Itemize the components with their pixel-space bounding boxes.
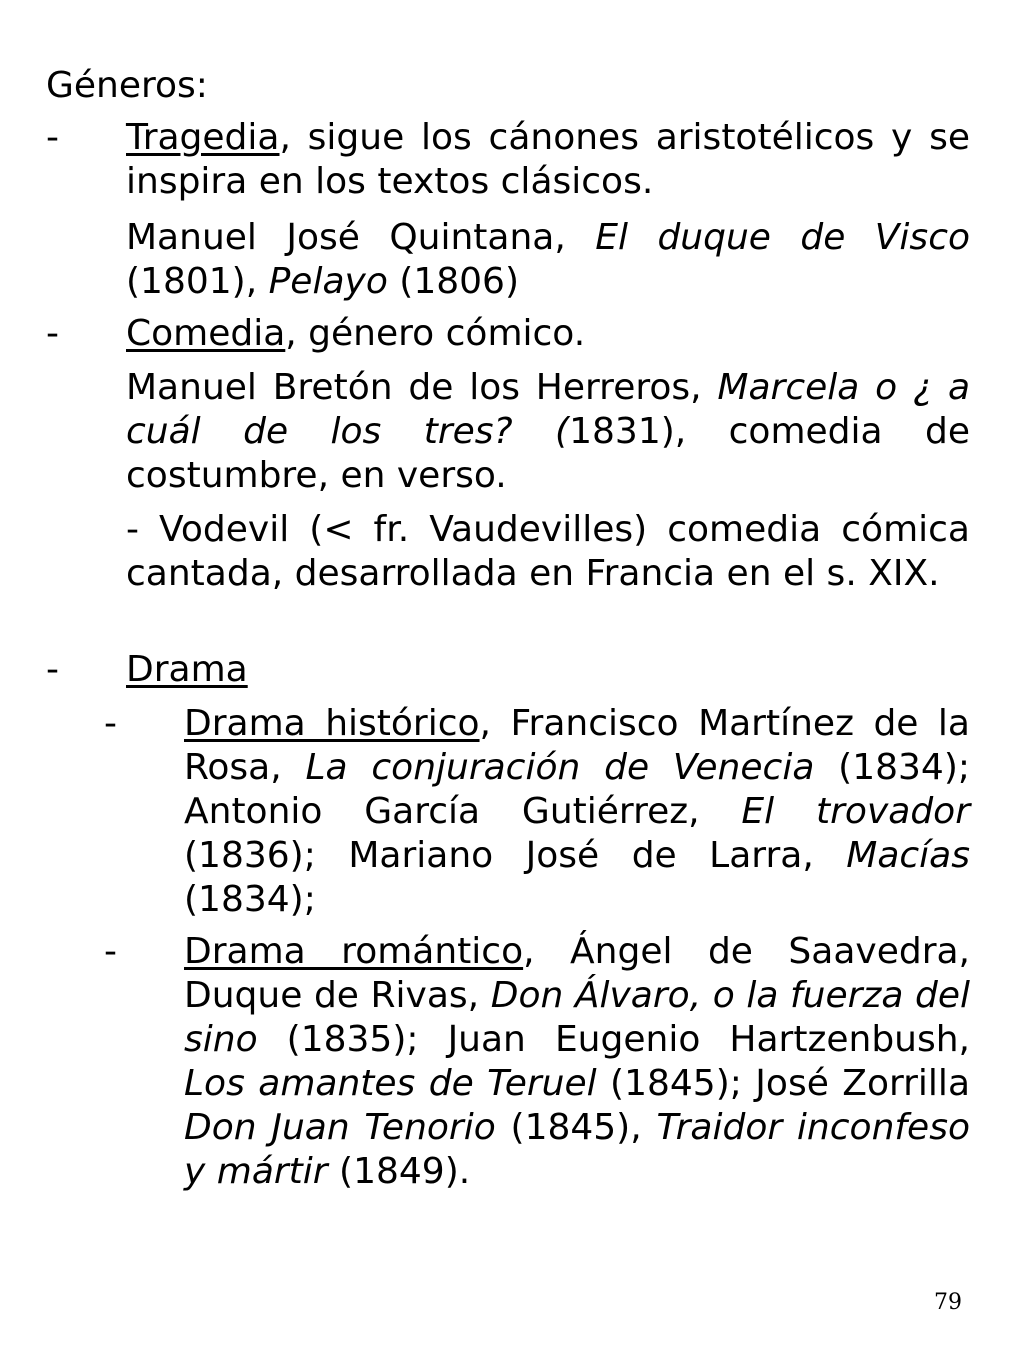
- list-item-tragedia: [46, 116, 970, 204]
- work-title: La conjuración de Venecia: [305, 747, 815, 788]
- term-tragedia: Tragedia: [126, 117, 280, 158]
- list-item-drama: [46, 648, 970, 692]
- comedia-text: , género cómico.: [285, 313, 586, 354]
- work-title: Traidor inconfeso y mártir: [184, 1107, 970, 1192]
- vodevil-note: - Vodevil (< fr. Vaudevilles) comedia cómica cantada, desarrollada en Francia en el s. XIX.: [126, 509, 970, 594]
- work-title: Don Álvaro, o la fuerza del sino: [184, 975, 970, 1060]
- tragedia-text: , sigue los cánones aristotélicos y se inspira en los textos clásicos.: [126, 117, 970, 202]
- comedia-example: Manuel Bretón de los Herreros, Marcela o ¿ a cuál de los tres? (1831), comedia de costumbre, en verso.: [126, 367, 970, 496]
- work-title: Macías: [846, 835, 970, 876]
- tragedia-example: Manuel José Quintana, El duque de Visco (1801), Pelayo (1806): [126, 217, 971, 302]
- term-drama: Drama: [126, 649, 248, 690]
- list-item-drama-historico: - Drama histórico, Francisco Martínez de la Rosa, La conjuración de Venecia (1834); Antonio García Gutiérrez, El trovador (1836); Mariano José de Larra, Macías (1834);: [104, 703, 971, 920]
- list-dash: -: [46, 117, 59, 158]
- work-title: El duque de Visco: [595, 217, 971, 258]
- work-title: Los amantes de Teruel: [184, 1063, 597, 1104]
- term-drama-historico: Drama histórico: [184, 703, 480, 744]
- list-dash: -: [104, 931, 117, 972]
- list-dash: -: [46, 313, 59, 354]
- work-title: El trovador: [741, 791, 970, 832]
- section-heading: Géneros:: [46, 65, 208, 106]
- list-item-comedia: [46, 312, 970, 356]
- work-title: Pelayo: [268, 261, 388, 302]
- list-dash: -: [46, 649, 59, 690]
- work-title: Don Juan Tenorio: [184, 1107, 496, 1148]
- work-title: Marcela o ¿ a cuál de los tres? (: [126, 367, 970, 452]
- term-comedia: Comedia: [126, 313, 286, 354]
- list-item-drama-romantico: - Drama romántico, Ángel de Saavedra, Duque de Rivas, Don Álvaro, o la fuerza del sino (1835); Juan Eugenio Hartzenbush, Los amantes de Teruel (1845); José Zorrilla Don Juan Tenorio (1845), Traidor inconfeso y mártir (1849).: [104, 931, 970, 1192]
- list-dash: -: [104, 703, 117, 744]
- term-drama-romantico: Drama romántico: [184, 931, 524, 972]
- page-number: 79: [934, 1290, 962, 1315]
